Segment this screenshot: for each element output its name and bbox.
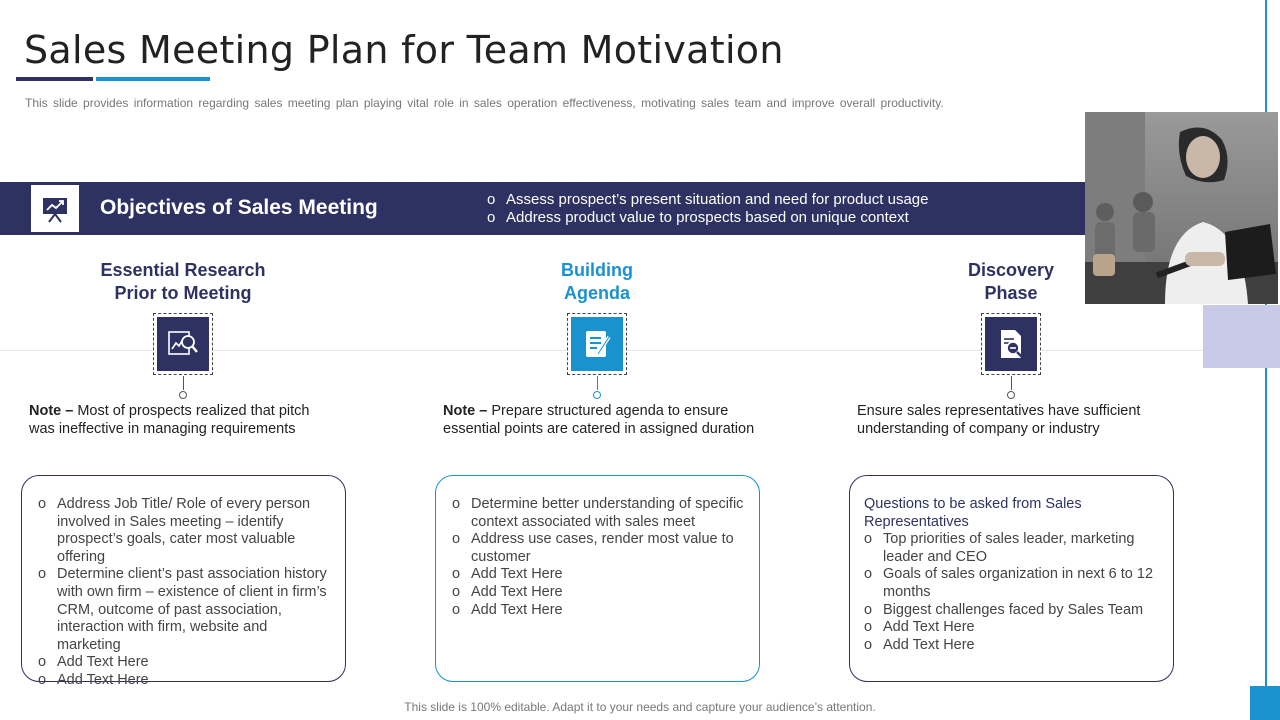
list-item: o Add Text Here	[864, 619, 1163, 637]
list-item: o Add Text Here	[452, 602, 749, 620]
lavender-accent-block	[1203, 305, 1280, 368]
list-item: o Address use cases, render most value to customer	[452, 531, 749, 566]
research-icon-frame	[153, 313, 213, 375]
list-item: o Add Text Here	[38, 654, 335, 672]
list-item: o Add Text Here	[452, 566, 749, 584]
list-item: o Determine client’s past association history with own firm – existence of client in firm’s CRM, outcome of past association, interaction with firm, website and marketing	[38, 566, 335, 654]
connector-stem	[183, 376, 184, 390]
research-box	[21, 475, 346, 688]
research-list	[38, 496, 335, 690]
presentation-board-icon	[31, 185, 79, 232]
list-item: o Top priorities of sales leader, marketing leader and CEO	[864, 531, 1163, 566]
discovery-icon-frame	[981, 313, 1041, 375]
agenda-document-pencil-icon	[571, 317, 623, 371]
agenda-note: Note – Prepare structured agenda to ensure essential points are catered in assigned duration	[443, 403, 755, 437]
column-heading-discovery: Discovery Phase	[967, 260, 1055, 303]
list-item: o Determine better understanding of specific context associated with sales meet	[452, 496, 749, 531]
questions-heading: Questions to be asked from Sales Representatives	[864, 496, 1082, 530]
title-underline-dark	[16, 77, 93, 81]
banner-bullet: o Address product value to prospects based on unique context	[487, 209, 928, 227]
list-item: o Goals of sales organization in next 6 to 12 months	[864, 566, 1163, 601]
document-search-icon	[985, 317, 1037, 371]
discovery-list	[864, 531, 1163, 654]
list-item: o Add Text Here	[864, 637, 1163, 655]
agenda-box	[435, 475, 760, 682]
column-heading-agenda: Building Agenda	[561, 260, 633, 303]
banner-bullets	[487, 191, 928, 227]
research-note: Note – Most of prospects realized that pitch was ineffective in managing requirements	[29, 403, 310, 437]
column-heading-research: Essential Research Prior to Meeting	[100, 260, 266, 303]
research-chart-magnifier-icon	[157, 317, 209, 371]
banner-bullet: o Assess prospect’s present situation and need for product usage	[487, 191, 928, 209]
slide-subtitle: This slide provides information regarding sales meeting plan playing vital role in sales operation effectiveness, motivating sales team and improve overall productivity.	[25, 96, 944, 110]
connector-stem	[1011, 376, 1012, 390]
discovery-note: Ensure sales representatives have sufficient understanding of company or industry	[857, 403, 1141, 437]
list-item: o Address Job Title/ Role of every person involved in Sales meeting – identify prospect’s goals, cater most valuable offering	[38, 496, 335, 566]
list-item: o Add Text Here	[452, 584, 749, 602]
connector-stem	[597, 376, 598, 390]
slide-title: Sales Meeting Plan for Team Motivation	[24, 28, 784, 72]
title-underline-blue	[96, 77, 210, 81]
discovery-box	[849, 475, 1174, 682]
agenda-list	[452, 496, 749, 619]
connector-dot	[593, 391, 601, 399]
agenda-icon-frame	[567, 313, 627, 375]
list-item: o Biggest challenges faced by Sales Team	[864, 602, 1163, 620]
banner-title: Objectives of Sales Meeting	[100, 196, 378, 219]
connector-dot	[179, 391, 187, 399]
slide-footer: This slide is 100% editable. Adapt it to your needs and capture your audience’s attention.	[404, 700, 876, 714]
list-item: o Add Text Here	[38, 672, 335, 690]
connector-dot	[1007, 391, 1015, 399]
